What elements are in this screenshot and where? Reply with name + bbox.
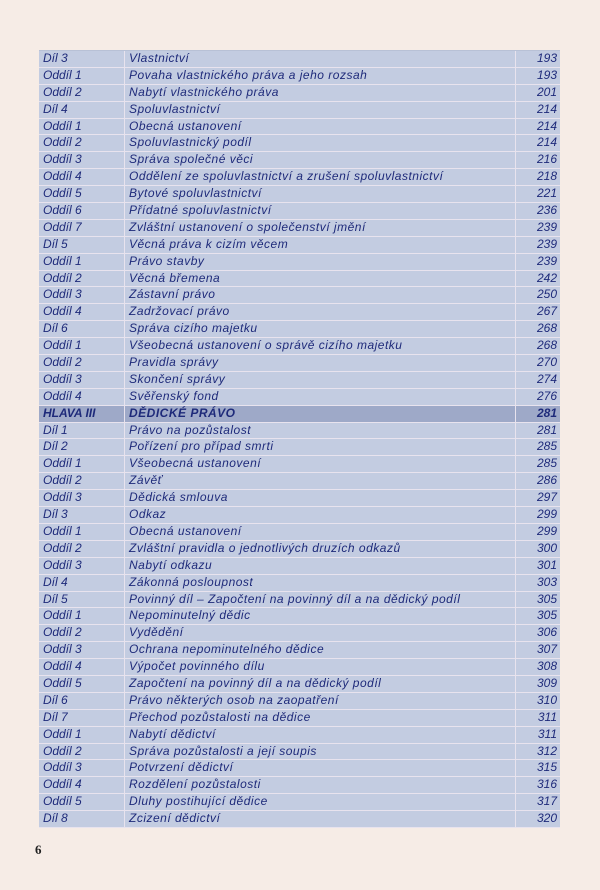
toc-title: DĚDICKÉ PRÁVO [125,406,516,422]
toc-page: 299 [536,523,557,538]
toc-page: 297 [536,490,557,505]
toc-division: Oddíl 1 [39,608,125,624]
toc-division: Oddíl 1 [39,456,125,472]
toc-page: 311 [537,709,557,724]
toc-page: 242 [536,270,557,285]
toc-title: Závěť [125,473,516,489]
toc-division: Díl 5 [39,592,125,608]
toc-title: Zvláštní pravidla o jednotlivých druzích odkazů [125,541,516,557]
toc-division: Díl 7 [39,710,125,726]
toc-row [39,186,560,203]
toc-row [39,102,560,119]
toc-division: Díl 2 [39,439,125,455]
toc-row [39,254,560,271]
toc-title: Svěřenský fond [125,389,516,405]
toc-row [39,541,560,558]
toc-page: 308 [536,659,557,674]
toc-division: Oddíl 6 [39,203,125,219]
toc-page: 276 [536,388,557,403]
toc-page: 301 [536,557,557,572]
toc-title: Potvrzení dědictví [125,760,516,776]
toc-row [39,389,560,406]
toc-division: Oddíl 2 [39,744,125,760]
toc-title: Dědická smlouva [125,490,516,506]
page-number: 6 [35,842,42,857]
toc-division: Oddíl 3 [39,490,125,506]
toc-division: Oddíl 2 [39,135,125,151]
toc-page: 214 [536,101,557,116]
toc-page: 274 [536,371,557,386]
toc-page: 214 [536,135,557,150]
toc-row [39,220,560,237]
toc-title: Bytové spoluvlastnictví [125,186,516,202]
toc-row [39,507,560,524]
toc-row [39,727,560,744]
toc-title: Odkaz [125,507,516,523]
toc-title: Přechod pozůstalosti na dědice [125,710,516,726]
toc-page: 193 [536,67,557,82]
toc-title: Spoluvlastnictví [125,102,516,118]
toc-row [39,744,560,761]
toc-row [39,592,560,609]
toc-page: 286 [536,473,557,488]
toc-row [39,338,560,355]
toc-title: Všeobecná ustanovení [125,456,516,472]
toc-page: 193 [536,51,557,65]
toc-row [39,68,560,85]
toc-row [39,456,560,473]
toc-title: Započtení na povinný díl a na dědický podíl [125,676,516,692]
toc-division: Oddíl 2 [39,355,125,371]
toc-division: Oddíl 1 [39,727,125,743]
toc-division: Díl 6 [39,693,125,709]
toc-division: Oddíl 3 [39,558,125,574]
toc-title: Dluhy postihující dědice [125,794,516,810]
toc-title: Skončení správy [125,372,516,388]
toc-row [39,119,560,136]
toc-row [39,693,560,710]
toc-title: Oddělení ze spoluvlastnictví a zrušení spoluvlastnictví [125,169,516,185]
toc-page: 316 [536,777,557,792]
toc-title: Výpočet povinného dílu [125,659,516,675]
toc-row [39,642,560,659]
toc-division: Díl 3 [39,51,125,67]
toc-division: Oddíl 2 [39,625,125,641]
toc-division: Oddíl 1 [39,338,125,354]
toc-division: Oddíl 4 [39,169,125,185]
toc-page: 300 [536,540,557,555]
toc-page: 305 [536,591,557,606]
toc-row [39,760,560,777]
toc-division: Díl 4 [39,102,125,118]
toc-page: 303 [536,574,557,589]
toc-row [39,473,560,490]
toc-title: Přídatné spoluvlastnictví [125,203,516,219]
toc-title: Pravidla správy [125,355,516,371]
toc-division: Oddíl 5 [39,186,125,202]
toc-row [39,152,560,169]
toc-row [39,794,560,811]
toc-title: Správa společné věci [125,152,516,168]
toc-page: 312 [536,743,557,758]
toc-title: Právo některých osob na zaopatření [125,693,516,709]
toc-division: Oddíl 1 [39,524,125,540]
toc-row [39,372,560,389]
toc-page: 320 [536,811,557,826]
toc-title: Nabytí dědictví [125,727,516,743]
toc-division: Oddíl 5 [39,794,125,810]
toc-division: Oddíl 3 [39,642,125,658]
toc-row [39,575,560,592]
toc-row [39,406,560,423]
toc-division: Oddíl 3 [39,287,125,303]
toc-page: 239 [536,236,557,251]
toc-division: Díl 6 [39,321,125,337]
toc-division: HLAVA III [39,406,125,422]
toc-row [39,355,560,372]
toc-page: 250 [536,287,557,302]
toc-division: Oddíl 4 [39,304,125,320]
toc-row [39,608,560,625]
toc-division: Díl 8 [39,811,125,827]
toc-division: Oddíl 4 [39,389,125,405]
toc-page: 306 [536,625,557,640]
toc-division: Oddíl 2 [39,271,125,287]
toc-title: Všeobecná ustanovení o správě cizího majetku [125,338,516,354]
toc-title: Vydědění [125,625,516,641]
toc-row [39,423,560,440]
toc-division: Oddíl 3 [39,152,125,168]
toc-row [39,558,560,575]
toc-page: 305 [536,608,557,623]
toc-row [39,51,560,68]
toc-page: 299 [536,507,557,522]
toc-page: 315 [536,760,557,775]
toc-page: 236 [536,203,557,218]
toc-title: Nabytí odkazu [125,558,516,574]
toc-title: Právo stavby [125,254,516,270]
toc-title: Nepominutelný dědic [125,608,516,624]
toc-division: Oddíl 1 [39,119,125,135]
toc-row [39,271,560,288]
toc-row [39,490,560,507]
toc-division: Oddíl 7 [39,220,125,236]
toc-title: Zvláštní ustanovení o společenství jmění [125,220,516,236]
toc-title: Obecná ustanovení [125,524,516,540]
toc-row [39,169,560,186]
toc-title: Obecná ustanovení [125,119,516,135]
toc-title: Zadržovací právo [125,304,516,320]
toc-title: Spoluvlastnický podíl [125,135,516,151]
toc-division: Díl 3 [39,507,125,523]
toc-page: 310 [536,692,557,707]
toc-row [39,287,560,304]
toc-page: 270 [536,355,557,370]
toc-page: 239 [536,253,557,268]
toc-page: 268 [536,321,557,336]
toc-division: Díl 4 [39,575,125,591]
toc-row [39,439,560,456]
toc-division: Oddíl 2 [39,85,125,101]
toc-row [39,676,560,693]
toc-page: 281 [536,422,557,437]
toc-page: 201 [536,84,557,99]
toc-title: Ochrana nepominutelného dědice [125,642,516,658]
toc-title: Nabytí vlastnického práva [125,85,516,101]
toc-page: 311 [537,726,557,741]
toc-row [39,777,560,794]
toc-page: 239 [536,219,557,234]
toc-page: 317 [536,794,557,809]
toc-page: 216 [536,152,557,167]
toc-division: Oddíl 3 [39,372,125,388]
toc-title: Rozdělení pozůstalosti [125,777,516,793]
toc-page: 281 [536,405,557,420]
toc-title: Zástavní právo [125,287,516,303]
toc-page: 218 [536,169,557,184]
table-of-contents [39,50,560,828]
toc-title: Povinný díl – Započtení na povinný díl a na dědický podíl [125,592,516,608]
toc-row [39,321,560,338]
toc-row [39,659,560,676]
toc-division: Oddíl 2 [39,541,125,557]
toc-row [39,85,560,102]
toc-division: Oddíl 2 [39,473,125,489]
toc-title: Zcizení dědictví [125,811,516,827]
toc-page: 221 [536,186,557,201]
toc-row [39,304,560,321]
toc-title: Povaha vlastnického práva a jeho rozsah [125,68,516,84]
toc-page: 214 [536,118,557,133]
toc-title: Správa pozůstalosti a její soupis [125,744,516,760]
toc-title: Správa cizího majetku [125,321,516,337]
toc-page: 307 [536,642,557,657]
toc-division: Díl 5 [39,237,125,253]
toc-row [39,710,560,727]
toc-row [39,811,560,828]
toc-division: Oddíl 1 [39,68,125,84]
toc-division: Oddíl 4 [39,777,125,793]
toc-row [39,135,560,152]
toc-division: Oddíl 1 [39,254,125,270]
toc-page: 267 [536,304,557,319]
toc-row [39,625,560,642]
toc-row [39,524,560,541]
toc-title: Zákonná posloupnost [125,575,516,591]
toc-title: Věcná břemena [125,271,516,287]
toc-page: 309 [536,675,557,690]
toc-page: 268 [536,338,557,353]
toc-title: Pořízení pro případ smrti [125,439,516,455]
toc-page: 285 [536,439,557,454]
toc-title: Věcná práva k cizím věcem [125,237,516,253]
toc-division: Oddíl 5 [39,676,125,692]
toc-division: Oddíl 3 [39,760,125,776]
toc-page: 285 [536,456,557,471]
toc-row [39,203,560,220]
toc-division: Oddíl 4 [39,659,125,675]
toc-division: Díl 1 [39,423,125,439]
toc-row [39,237,560,254]
toc-title: Vlastnictví [125,51,516,67]
toc-title: Právo na pozůstalost [125,423,516,439]
